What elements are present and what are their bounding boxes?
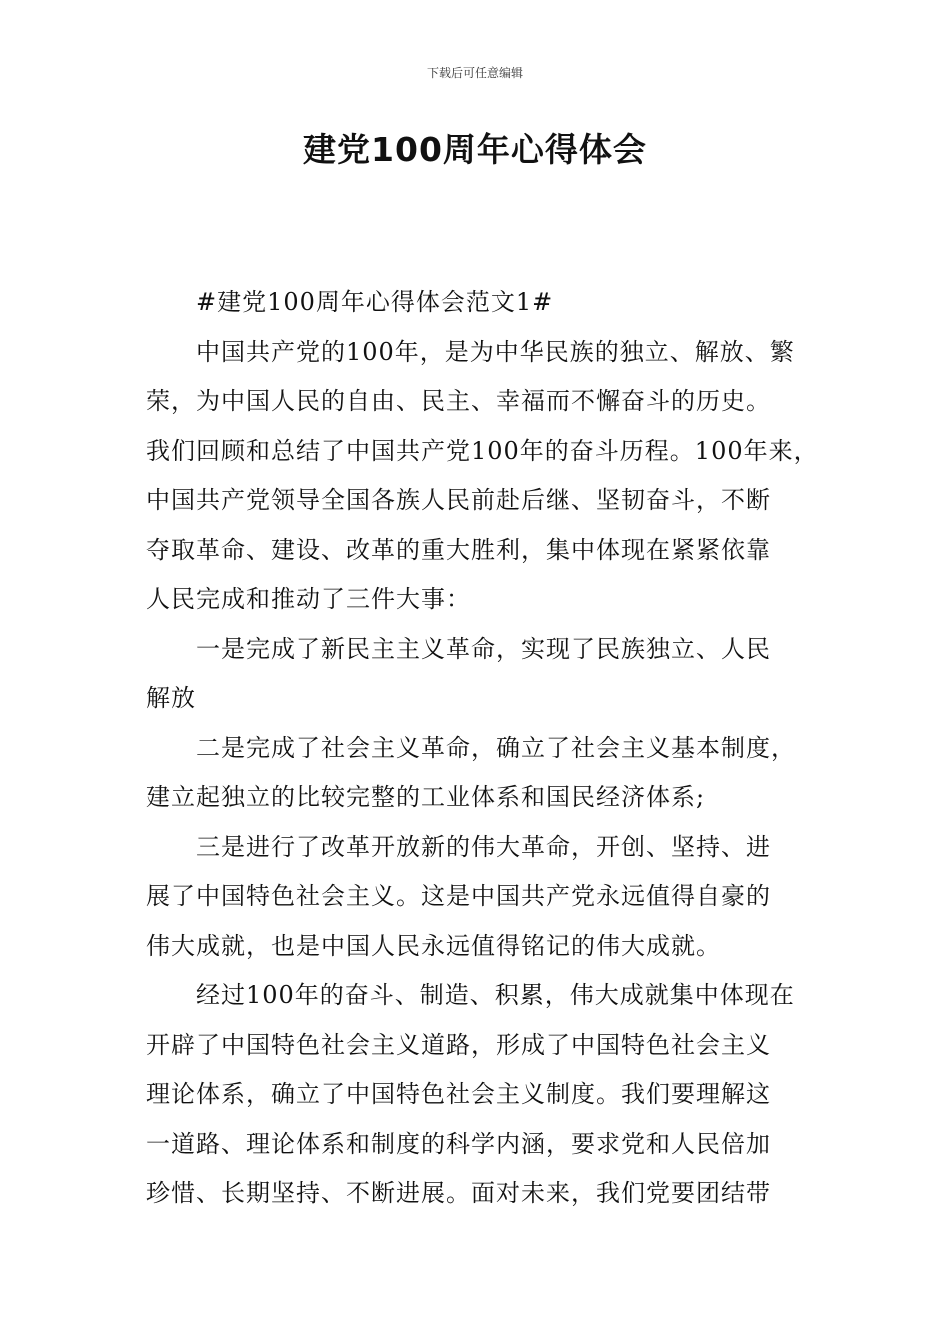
document-body xyxy=(146,282,836,1223)
paragraph-line: 解放 xyxy=(146,684,196,712)
document-title: 建党100周年心得体会 xyxy=(303,130,647,169)
paragraph-line: 中国共产党的100年，是为中华民族的独立、解放、繁 xyxy=(196,337,795,366)
paragraph-line: 展了中国特色社会主义。这是中国共产党永远值得自豪的 xyxy=(146,882,771,910)
section-heading: #建党100周年心得体会范文1# xyxy=(196,288,554,316)
paragraph-line: 三是进行了改革开放新的伟大革命，开创、坚持、进 xyxy=(196,832,771,861)
paragraph-line: 我们回顾和总结了中国共产党100年的奋斗历程。100年来， xyxy=(146,436,819,465)
paragraph-line: 理论体系，确立了中国特色社会主义制度。我们要理解这 xyxy=(146,1080,771,1108)
paragraph-line: 中国共产党领导全国各族人民前赴后继、坚韧奋斗，不断 xyxy=(146,486,771,514)
paragraph-line: 伟大成就，也是中国人民永远值得铭记的伟大成就。 xyxy=(146,931,721,960)
paragraph-line: 二是完成了社会主义革命，确立了社会主义基本制度， xyxy=(196,733,796,762)
paragraph-line: 荣，为中国人民的自由、民主、幸福而不懈奋斗的历史。 xyxy=(146,387,771,415)
paragraph-line: 开辟了中国特色社会主义道路，形成了中国特色社会主义 xyxy=(146,1030,771,1059)
paragraph-line: 经过100年的奋斗、制造、积累，伟大成就集中体现在 xyxy=(196,981,795,1009)
paragraph-line: 建立起独立的比较完整的工业体系和国民经济体系; xyxy=(146,783,706,811)
paragraph-line: 珍惜、长期坚持、不断进展。面对未来，我们党要团结带 xyxy=(146,1179,771,1207)
paragraph-line: 一是完成了新民主主义革命，实现了民族独立、人民 xyxy=(196,634,771,663)
paragraph-line: 人民完成和推动了三件大事： xyxy=(146,585,471,613)
paragraph-line: 夺取革命、建设、改革的重大胜利，集中体现在紧紧依靠 xyxy=(146,535,771,564)
header-note: 下载后可任意编辑 xyxy=(426,66,523,80)
paragraph-line: 一道路、理论体系和制度的科学内涵，要求党和人民倍加 xyxy=(146,1129,771,1158)
